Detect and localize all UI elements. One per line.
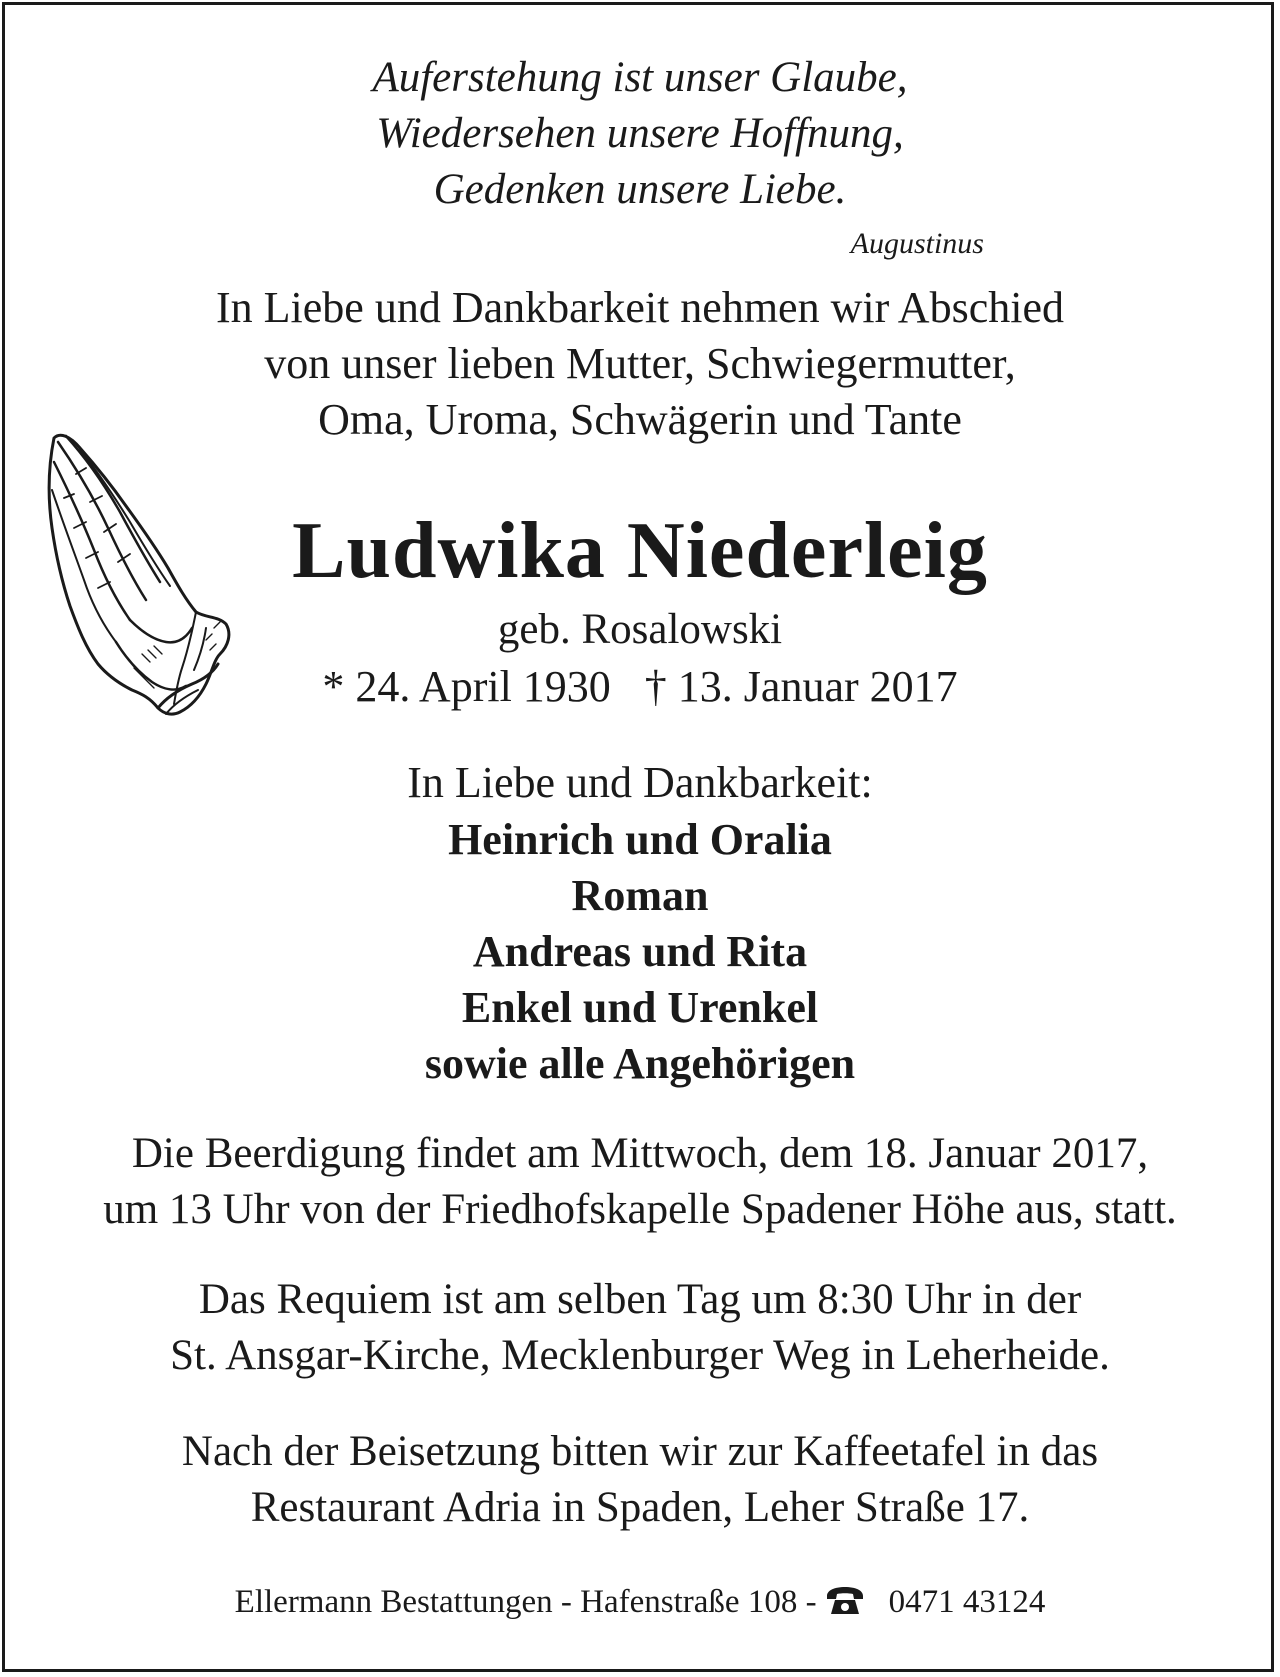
birth-date: * 24. April 1930 [322,662,611,711]
intro-line: von unser lieben Mutter, Schwiegermutter, [264,339,1016,388]
funeral-line: um 13 Uhr von der Friedhofskapelle Spadener Höhe aus, statt. [103,1186,1177,1233]
intro-line: In Liebe und Dankbarkeit nehmen wir Abschied [216,283,1064,332]
quote-line: Gedenken unsere Liebe. [433,166,847,213]
requiem-line: Das Requiem ist am selben Tag um 8:30 Uhr in der [198,1276,1082,1323]
reception-line: Nach der Beisetzung bitten wir zur Kaffeetafel in das [181,1428,1099,1475]
mourner-entry: Andreas und Rita [472,927,808,976]
telephone-icon [825,1582,865,1630]
farewell-intro [0,280,1280,448]
phone-number: 0471 43124 [888,1584,1046,1620]
mourner-entry: Enkel und Urenkel [461,983,819,1032]
undertaker-address: Ellermann Bestattungen - Hafenstraße 108 - [234,1584,817,1620]
quote-line: Wiedersehen unsere Hoffnung, [376,110,904,157]
reception-info [0,1424,1280,1536]
mourners-list [0,812,1280,1092]
deceased-name: Ludwika Niederleig [292,507,988,595]
death-date: † 13. Januar 2017 [644,662,958,711]
quote-line: Auferstehung ist unser Glaube, [372,54,908,101]
maiden-name: geb. Rosalowski [497,606,783,653]
life-dates [0,659,1280,715]
requiem-info [0,1272,1280,1384]
mourner-entry: Heinrich und Oralia [448,815,832,864]
intro-line: Oma, Uroma, Schwägerin und Tante [318,395,962,444]
quote-author: Augustinus [850,227,984,260]
quote-block [0,50,1280,218]
funeral-line: Die Beerdigung findet am Mittwoch, dem 18. Januar 2017, [131,1130,1149,1177]
reception-line: Restaurant Adria in Spaden, Leher Straße 17. [250,1484,1030,1531]
mourner-entry: sowie alle Angehörigen [424,1039,856,1088]
mourners-intro: In Liebe und Dankbarkeit: [407,758,873,807]
funeral-info [0,1126,1280,1238]
requiem-line: St. Ansgar-Kirche, Mecklenburger Weg in Leherheide. [170,1332,1110,1379]
mourner-entry: Roman [571,871,709,920]
undertaker-footer [0,1578,1280,1630]
